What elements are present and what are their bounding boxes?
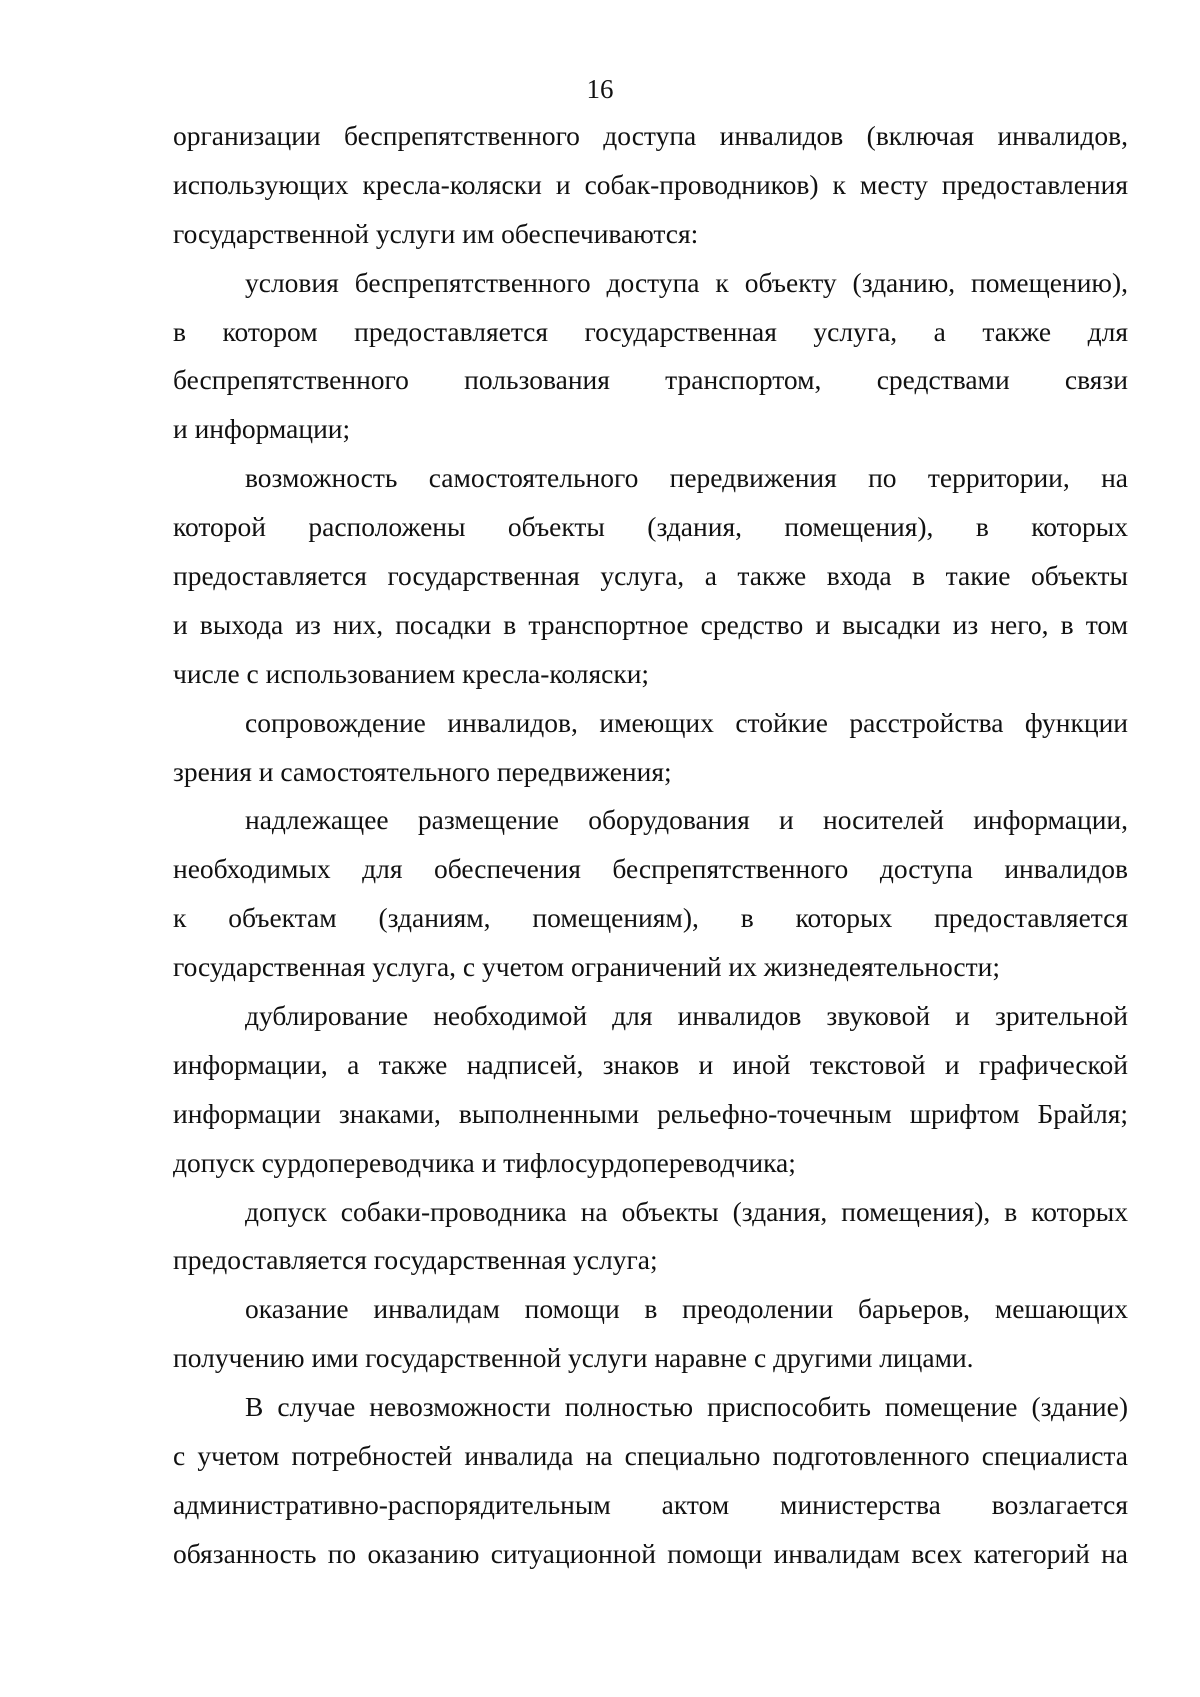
paragraph xyxy=(173,796,1128,992)
text-line: получению ими государственной услуги наравне с другими лицами. xyxy=(173,1342,974,1374)
text-line: к объектам (зданиям, помещениям), в которых предоставляется xyxy=(173,902,1128,934)
text-line: допуск собаки-проводника на объекты (здания, помещения), в которых xyxy=(245,1195,1128,1227)
text-line: информации, а также надписей, знаков и иной текстовой и графической xyxy=(173,1048,1128,1080)
text-line: числе с использованием кресла-коляски; xyxy=(173,657,650,689)
text-line: и информации; xyxy=(173,413,351,445)
text-line: предоставляется государственная услуга; xyxy=(173,1244,658,1276)
text-line: информации знаками, выполненными рельефно-точечным шрифтом Брайля; xyxy=(173,1097,1128,1129)
text-line: административно-распорядительным актом министерства возлагается xyxy=(173,1488,1128,1520)
paragraph xyxy=(173,1383,1128,1579)
text-line: оказание инвалидам помощи в преодолении барьеров, мешающих xyxy=(245,1293,1128,1325)
paragraph xyxy=(173,992,1128,1188)
text-line: необходимых для обеспечения беспрепятственного доступа инвалидов xyxy=(173,853,1128,885)
text-line: предоставляется государственная услуга, а также входа в такие объекты xyxy=(173,560,1128,592)
text-line: беспрепятственного пользования транспортом, средствами связи xyxy=(173,364,1128,396)
text-line: организации беспрепятственного доступа инвалидов (включая инвалидов, xyxy=(173,120,1128,151)
text-line: и выхода из них, посадки в транспортное средство и высадки из него, в том xyxy=(173,608,1128,640)
paragraph xyxy=(173,112,1128,259)
paragraph xyxy=(173,699,1128,797)
document-body xyxy=(173,112,1128,1579)
page-number: 16 xyxy=(586,74,614,104)
text-line: которой расположены объекты (здания, помещения), в которых xyxy=(173,511,1128,543)
paragraph xyxy=(173,454,1128,698)
paragraph xyxy=(173,1285,1128,1383)
text-line: надлежащее размещение оборудования и носителей информации, xyxy=(245,804,1128,836)
text-line: возможность самостоятельного передвижения по территории, на xyxy=(245,462,1128,494)
paragraph xyxy=(173,259,1128,455)
text-line: зрения и самостоятельного передвижения; xyxy=(173,755,672,787)
text-line: в котором предоставляется государственная услуга, а также для xyxy=(173,315,1128,347)
text-line: государственной услуги им обеспечиваются: xyxy=(173,217,699,249)
text-line: государственная услуга, с учетом ограничений их жизнедеятельности; xyxy=(173,951,1000,983)
text-line: допуск сурдопереводчика и тифлосурдопереводчика; xyxy=(173,1146,796,1178)
text-line: сопровождение инвалидов, имеющих стойкие расстройства функции xyxy=(245,706,1128,738)
text-line: В случае невозможности полностью приспособить помещение (здание) xyxy=(245,1391,1128,1423)
paragraph xyxy=(173,1188,1128,1286)
text-line: с учетом потребностей инвалида на специально подготовленного специалиста xyxy=(173,1440,1128,1472)
text-line: условия беспрепятственного доступа к объекту (зданию, помещению), xyxy=(245,266,1128,298)
text-line: дублирование необходимой для инвалидов звуковой и зрительной xyxy=(245,1000,1128,1032)
text-line: обязанность по оказанию ситуационной помощи инвалидам всех категорий на xyxy=(173,1537,1128,1569)
text-line: использующих кресла-коляски и собак-проводников) к месту предоставления xyxy=(173,168,1128,200)
